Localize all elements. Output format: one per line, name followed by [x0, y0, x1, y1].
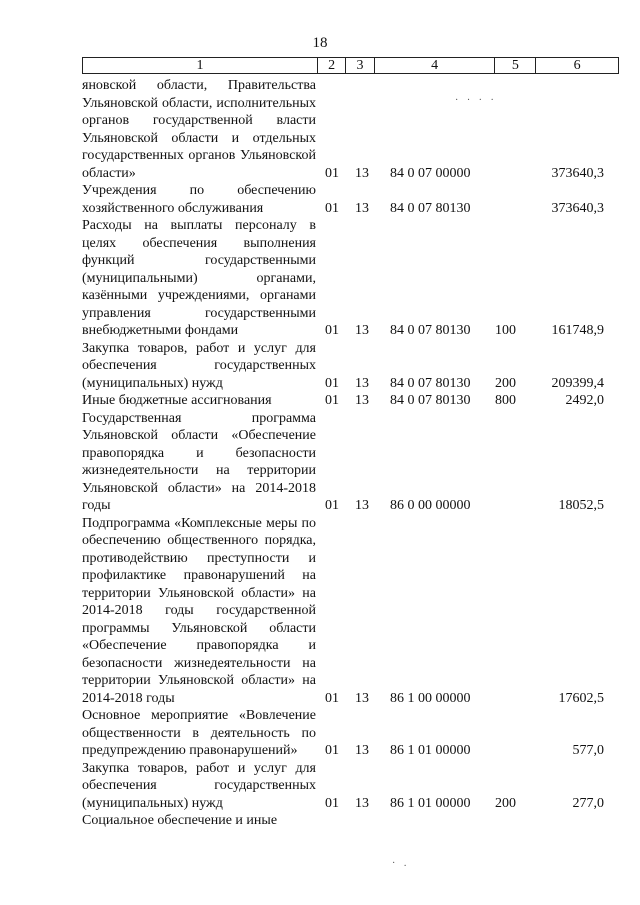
row-subsection-code: 13 — [355, 795, 369, 811]
row-expense-type: 800 — [495, 393, 516, 408]
row-name: Социальное обеспечение и иные — [82, 813, 278, 828]
header-cell-target-article: 4 — [375, 58, 496, 73]
row-section-code: 01 — [325, 795, 339, 811]
row-target-article: 84 0 07 80130 — [390, 200, 471, 216]
row-name: Закупка товаров, работ и услуг для обеспечения государственных (муниципальных) нужд — [82, 760, 316, 811]
row-target-article: 84 0 07 00000 — [390, 165, 471, 181]
row-section-code: 01 — [325, 743, 339, 758]
row-section-code: 01 — [325, 165, 339, 181]
row-section-code: 01 — [325, 498, 339, 513]
row-subsection-code: 13 — [355, 690, 369, 706]
row-amount: 18052,5 — [558, 498, 604, 513]
table-row — [0, 340, 640, 393]
row-expense-type: 200 — [495, 795, 516, 811]
row-subsection-code: 13 — [355, 498, 369, 513]
scan-speck: · . — [392, 858, 410, 869]
header-cell-amount: 6 — [573, 58, 581, 73]
row-expense-type: 200 — [495, 375, 516, 391]
row-amount: 2492,0 — [565, 393, 604, 408]
row-section-code: 01 — [325, 323, 339, 338]
table-row — [0, 707, 640, 760]
row-target-article: 86 1 01 00000 — [390, 743, 471, 758]
table-row — [0, 812, 640, 830]
row-amount: 209399,4 — [551, 375, 604, 391]
row-subsection-code: 13 — [355, 165, 369, 181]
table-row — [0, 392, 640, 410]
row-name: Учреждения по обеспечению хозяйственного обслуживания — [82, 183, 316, 216]
row-target-article: 86 1 01 00000 — [390, 795, 471, 811]
row-name: Иные бюджетные ассигнования — [82, 393, 272, 408]
row-subsection-code: 13 — [355, 323, 369, 338]
row-expense-type: 100 — [495, 323, 516, 338]
row-amount: 577,0 — [572, 743, 604, 758]
row-section-code: 01 — [325, 375, 339, 391]
table-row — [0, 217, 640, 340]
table-row — [0, 760, 640, 813]
row-target-article: 84 0 07 80130 — [390, 323, 471, 338]
row-amount: 373640,3 — [551, 165, 604, 181]
row-target-article: 86 0 00 00000 — [390, 498, 471, 513]
header-cell-section: 2 — [318, 58, 346, 73]
row-target-article: 84 0 07 80130 — [390, 393, 471, 408]
row-name: Основное мероприятие «Вовлечение общественности в деятельность по предупреждению правонарушений» — [82, 708, 316, 758]
page-number: 18 — [312, 35, 328, 51]
row-subsection-code: 13 — [355, 393, 369, 408]
header-cell-subsection: 3 — [346, 58, 375, 73]
row-name: Расходы на выплаты персоналу в целях обеспечения выполнения функций государственными (муниципальными) органами, казёнными учреждениями, органами управления государственными внебюджетными фондами — [82, 218, 316, 338]
budget-table-body — [0, 77, 640, 830]
header-cell-expense-type: 5 — [495, 58, 536, 73]
table-row — [0, 410, 640, 515]
row-amount: 161748,9 — [551, 323, 604, 338]
row-name: Государственная программа Ульяновской области «Обеспечение правопорядка и безопасности жизнедеятельности на территории Ульяновской области» на 2014-2018 годы — [82, 410, 316, 513]
row-target-article: 84 0 07 80130 — [390, 375, 471, 391]
row-name: Подпрограмма «Комплексные меры по обеспечению общественного порядка, противодействию преступности и профилактике правонарушений на территории Ульяновской области» на 2014-2018 годы государственной программы Ульяновской области «Обеспечение правопорядка и безопасности жизнедеятельности на территории Ульяновской области» на 2014-2018 годы — [82, 515, 316, 706]
table-row — [0, 515, 640, 708]
row-amount: 17602,5 — [558, 690, 604, 706]
table-row — [0, 182, 640, 217]
row-subsection-code: 13 — [355, 375, 369, 391]
row-target-article: 86 1 00 00000 — [390, 690, 471, 706]
row-amount: 277,0 — [572, 795, 604, 811]
header-cell-name: 1 — [83, 58, 318, 73]
table-header — [82, 57, 619, 74]
row-subsection-code: 13 — [355, 743, 369, 758]
table-row — [0, 77, 640, 182]
row-section-code: 01 — [325, 690, 339, 706]
row-amount: 373640,3 — [551, 200, 604, 216]
row-name: яновской области, Правительства Ульяновской области, исполнительных органов государственной власти Ульяновской области и отдельных государственных органов Ульяновской области» — [82, 78, 316, 181]
row-name: Закупка товаров, работ и услуг для обеспечения государственных (муниципальных) нужд — [82, 340, 316, 391]
scan-speck: · · · · — [455, 95, 497, 106]
row-section-code: 01 — [325, 200, 339, 216]
row-section-code: 01 — [325, 393, 339, 408]
row-subsection-code: 13 — [355, 200, 369, 216]
